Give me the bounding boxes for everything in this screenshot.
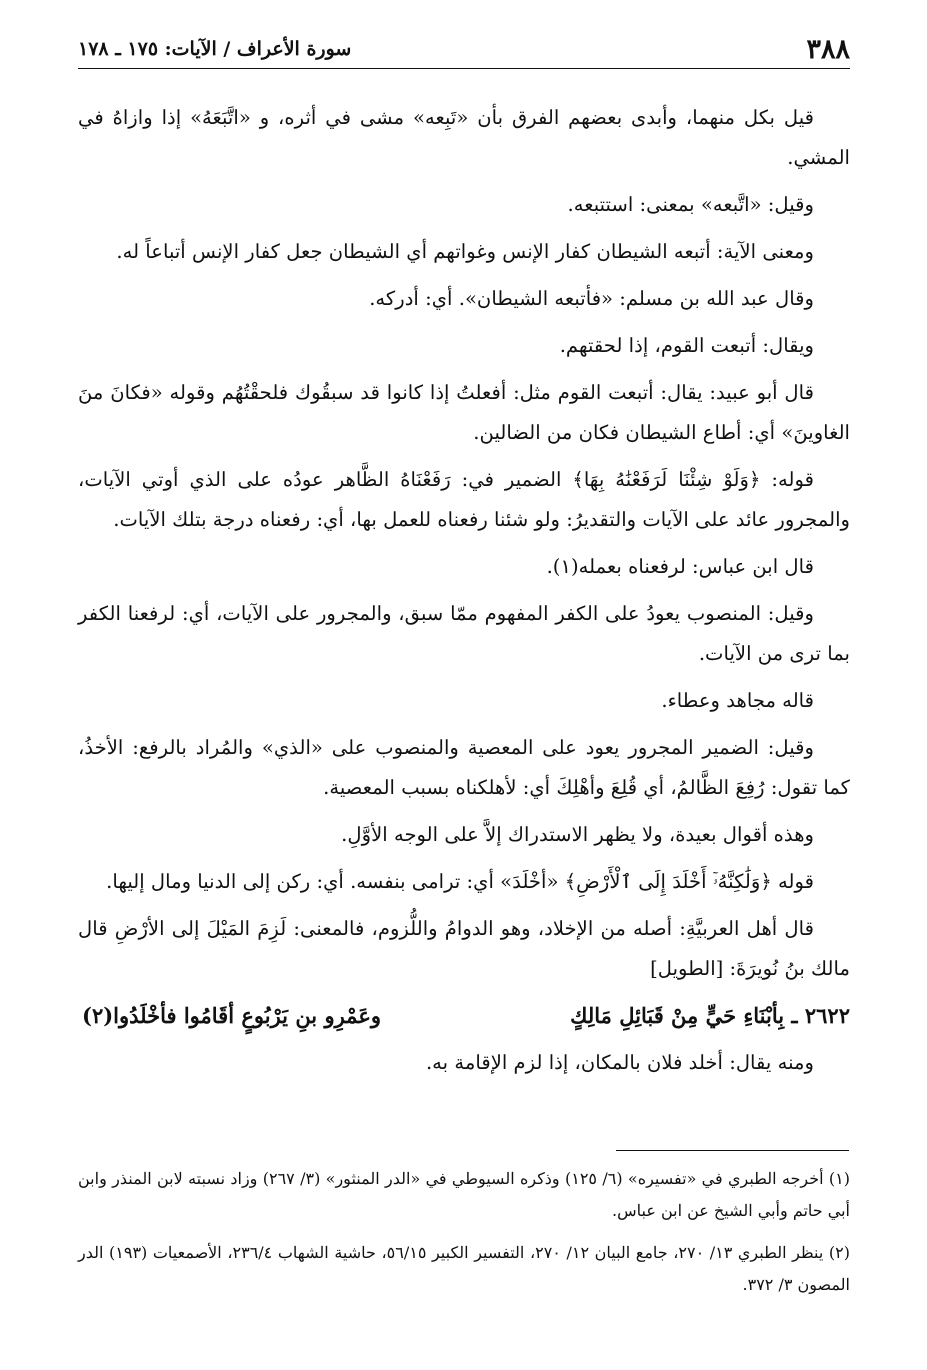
- paragraph: وقيل: المنصوب يعودُ على الكفر المفهوم ممّا سبق، والمجرور على الآيات، أي: لرفعنا الكفر بما ترى من الآيات.: [78, 602, 850, 665]
- paragraph: ومنه يقال: أخلد فلان بالمكان، إذا لزم الإقامة به.: [425, 1051, 814, 1074]
- paragraph: وقيل: الضمير المجرور يعود على المعصية والمنصوب على «الذي» والمُراد بالرفع: الأخذُ، كما تقول: رُفِعَ الظَّالمُ، أي قُلِعَ وأهْلِكَ أي: لأهلكناه بسبب المعصية.: [78, 736, 850, 799]
- poetry-verse: [78, 996, 850, 1036]
- paragraph: قوله ﴿وَلَٰكِنَّهُۥٓ أَخْلَدَ إِلَى ٱلْأَرْضِ﴾ «أخْلَدَ» أي: ترامى بنفسه. أي: ركن إلى الدنيا ومال إليها.: [106, 870, 814, 893]
- footnote: (٢) ينظر الطبري ١٣/ ٢٧٠، جامع البيان ١٢/ ٢٧٠، التفسير الكبير ٥٦/١٥، حاشية الشهاب ٢٣٦/٤، الأصمعيات (١٩٣) الدر المصون ٣/ ٣٧٢.: [78, 1243, 850, 1294]
- running-title: سورة الأعراف / الآيات: ١٧٥ ـ ١٧٨: [78, 38, 352, 60]
- paragraph: قال أهل العربيَّةِ: أصله من الإخلاد، وهو الدوامُ واللُّزوم، فالمعنى: لَزِمَ المَيْلَ إلى الأرْضِ قال مالك بنُ نُويرَةَ: [الطويل]: [78, 917, 850, 980]
- paragraph: وهذه أقوال بعيدة، ولا يظهر الاستدراك إلاَّ على الوجه الأوَّلِ.: [341, 823, 814, 846]
- main-text: [78, 98, 850, 1090]
- paragraph: وقال عبد الله بن مسلم: «فأتبعه الشيطان». أي: أدركه.: [369, 287, 814, 310]
- paragraph: ومعنى الآية: أتبعه الشيطان كفار الإنس وغواتهم أي الشيطان جعل كفار الإنس أتباعاً له.: [116, 240, 814, 263]
- paragraph: قيل بكل منهما، وأبدى بعضهم الفرق بأن «تَبِعه» مشى في أثره، و «اتَّبَعَهُ» إذا وازاهُ في المشي.: [78, 106, 850, 169]
- footnote: (١) أخرجه الطبري في «تفسيره» (٦/ ١٢٥) وذكره السيوطي في «الدر المنثور» (٣/ ٢٦٧) وزاد نسبته لابن المنذر وابن أبي حاتم وأبي الشيخ عن ابن عباس.: [78, 1169, 851, 1220]
- paragraph: قال أبو عبيد: يقال: أتبعت القوم مثل: أفعلتُ إذا كانوا قد سبقُوك فلحقْتُهُم وقوله «فكانَ منَ الغاوينَ» أي: أطاع الشيطان فكان من الضالين.: [78, 381, 850, 444]
- footnote-separator: [616, 1150, 849, 1151]
- paragraph: وقيل: «اتَّبعه» بمعنى: استتبعه.: [567, 193, 814, 216]
- page-number: ٣٨٨: [806, 34, 850, 65]
- footnotes: [78, 1163, 850, 1311]
- verse-hemistich-second: وعَمْرِو بنِ يَرْبُوعٍ أقَامُوا فأخْلَدُوا(٢): [82, 1003, 381, 1028]
- paragraph: ويقال: أتبعت القوم، إذا لحقتهم.: [559, 334, 814, 357]
- page-header: [78, 32, 850, 69]
- paragraph: قاله مجاهد وعطاء.: [661, 689, 814, 712]
- paragraph: قوله: ﴿وَلَوْ شِئْنَا لَرَفَعْنَٰهُ بِهَا﴾ الضمير في: رَفَعْنَاهُ الظَّاهر عودُه على الذي أوتي الآيات، والمجرور عائد على الآيات والتقديرُ: ولو شئنا رفعناه للعمل بها، أي: رفعناه درجة بتلك الآيات.: [78, 468, 850, 531]
- verse-hemistich-first: ٢٦٢٢ ـ بِأبْنَاءِ حَيٍّ مِنْ قَبَائِلِ مَالِكٍ: [570, 1003, 850, 1028]
- paragraph: قال ابن عباس: لرفعناه بعمله(١).: [546, 555, 814, 578]
